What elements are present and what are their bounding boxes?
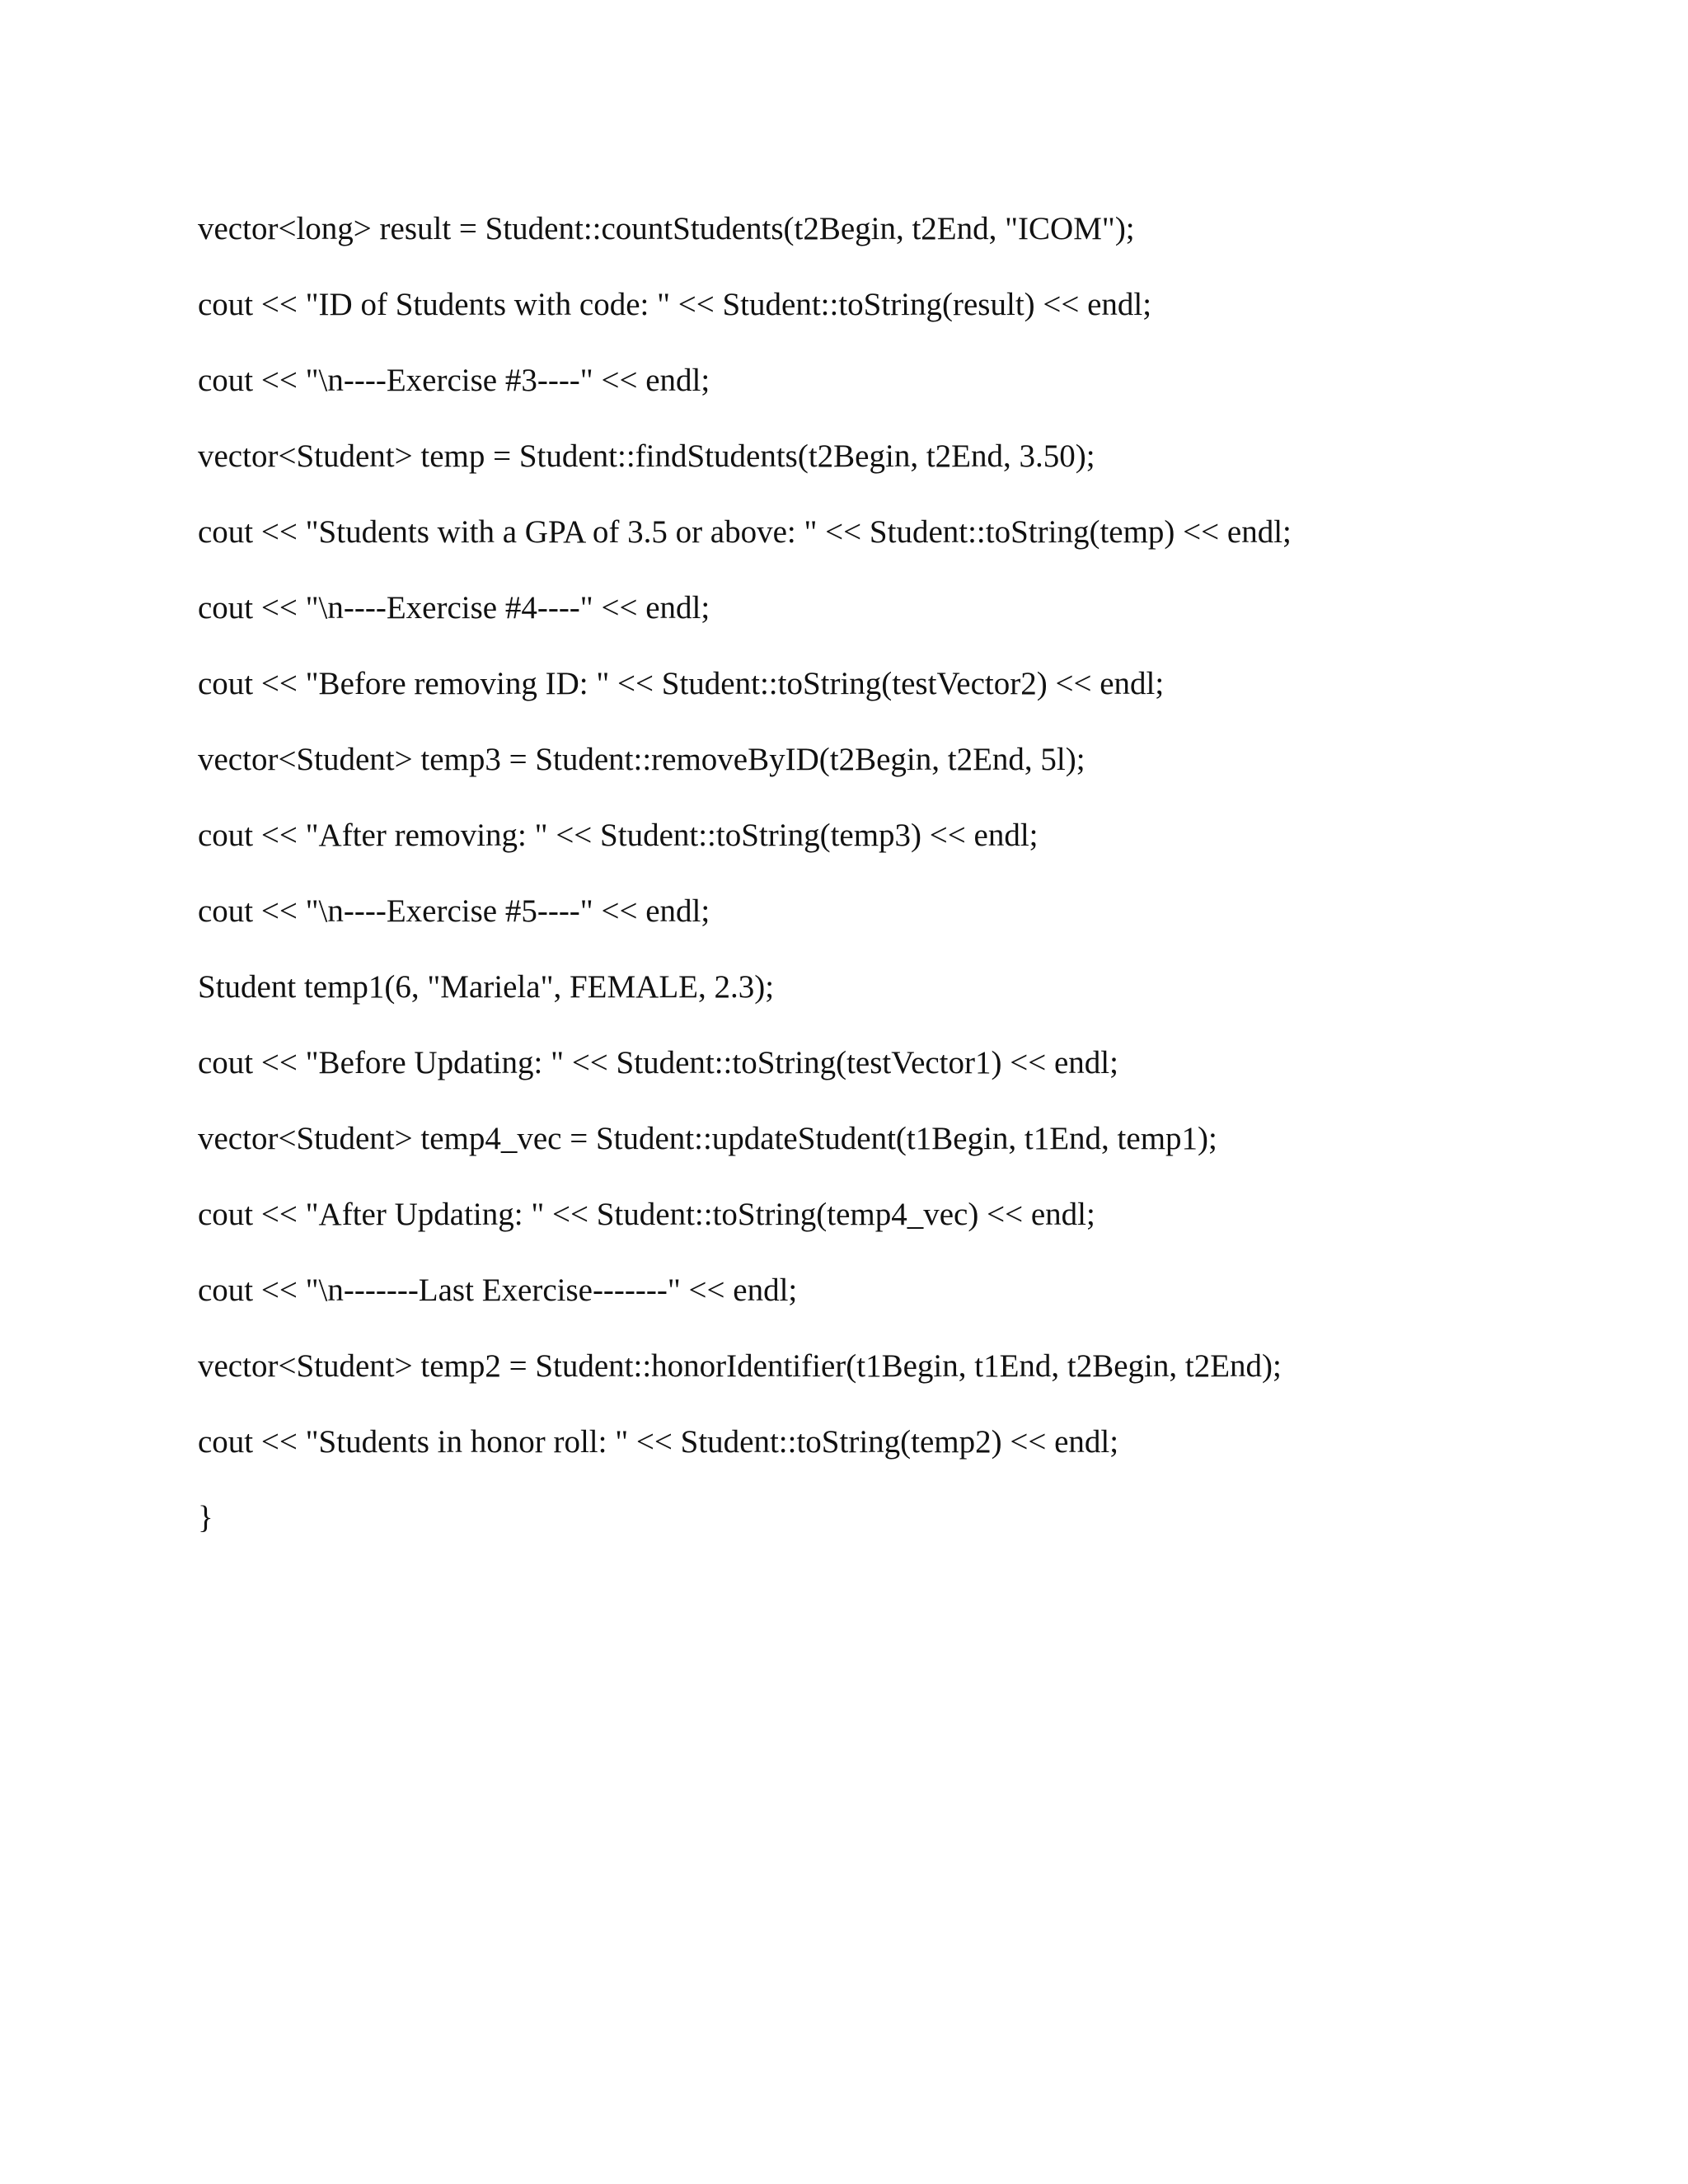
code-line: cout << "\n----Exercise #3----" << endl; — [198, 363, 710, 398]
code-line: cout << "After removing: " << Student::toString(temp3) << endl; — [198, 818, 1039, 853]
code-line: vector<Student> temp4_vec = Student::updateStudent(t1Begin, t1End, temp1); — [198, 1121, 1217, 1156]
code-line: cout << "Students in honor roll: " << Student::toString(temp2) << endl; — [198, 1424, 1119, 1460]
code-line: vector<Student> temp = Student::findStudents(t2Begin, t2End, 3.50); — [198, 438, 1095, 474]
code-line: cout << "After Updating: " << Student::toString(temp4_vec) << endl; — [198, 1197, 1095, 1232]
code-line: cout << "Before removing ID: " << Student::toString(testVector2) << endl; — [198, 666, 1165, 701]
code-line: cout << "\n----Exercise #5----" << endl; — [198, 893, 710, 929]
code-line: Student temp1(6, "Mariela", FEMALE, 2.3); — [198, 969, 775, 1005]
code-line: vector<Student> temp2 = Student::honorIdentifier(t1Begin, t1End, t2Begin, t2End); — [198, 1348, 1282, 1384]
code-line: cout << "\n-------Last Exercise-------" << endl; — [198, 1272, 798, 1308]
code-line: cout << "Before Updating: " << Student::toString(testVector1) << endl; — [198, 1045, 1118, 1080]
code-line: cout << "Students with a GPA of 3.5 or above: " << Student::toString(temp) << endl; — [198, 514, 1292, 550]
code-line: vector<Student> temp3 = Student::removeByID(t2Begin, t2End, 5l); — [198, 742, 1085, 777]
code-line: cout << "ID of Students with code: " << Student::toString(result) << endl; — [198, 287, 1152, 322]
closing-brace: } — [198, 1500, 213, 1535]
code-listing — [198, 191, 1599, 1556]
code-line: cout << "\n----Exercise #4----" << endl; — [198, 590, 710, 626]
code-line: vector<long> result = Student::countStudents(t2Begin, t2End, "ICOM"); — [198, 211, 1135, 246]
